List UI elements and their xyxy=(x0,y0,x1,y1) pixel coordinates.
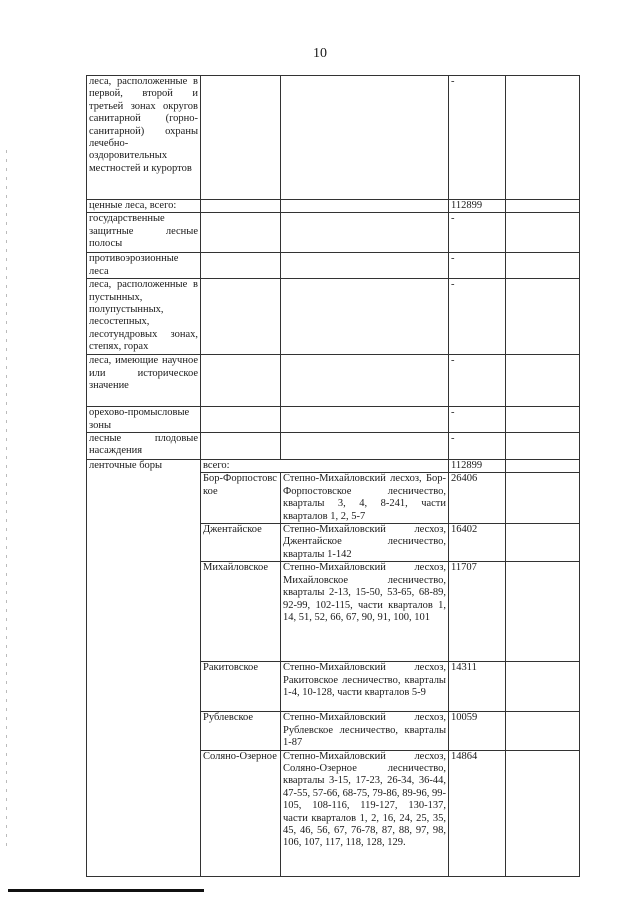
table-row xyxy=(87,76,580,200)
table-row xyxy=(87,460,580,473)
boreal-cell-c4: 11707 xyxy=(449,562,506,662)
boreal-cell-c4: 10059 xyxy=(449,712,506,750)
table-cell-c1: леса, расположенные в первой, второй и третьей зонах округов санитарной (горно-санитарной) охраны лечебно-оздоровительных местностей и курортов xyxy=(87,76,201,200)
boreal-cell-c3: Степно-Михайловский лесхоз, Михайловское лесничество, кварталы 2-13, 15-50, 53-65, 68-89, 92-99, 102-115, части кварталов 1, 14, 51, 52, 66, 67, 90, 91, 100, 101 xyxy=(281,562,449,662)
forest-table xyxy=(86,75,580,877)
table-cell-c2 xyxy=(201,253,281,279)
table-cell-c3 xyxy=(281,76,449,200)
table-cell-c4: - xyxy=(449,355,506,407)
scan-margin-mark xyxy=(6,150,7,850)
boreal-cell-c3: Степно-Михайловский лесхоз, Ракитовское лесничество, кварталы 1-4, 10-128, части кварталов 5-9 xyxy=(281,662,449,712)
table-cell-c4: - xyxy=(449,433,506,460)
boreal-cell-c5 xyxy=(506,750,580,876)
table-cell-c5 xyxy=(506,279,580,355)
table-cell-c1: лесные плодовые насаждения xyxy=(87,433,201,460)
table-cell-c5 xyxy=(506,200,580,213)
boreal-cell-c5 xyxy=(506,524,580,562)
table-cell-c5 xyxy=(506,407,580,433)
table-cell-c3 xyxy=(281,279,449,355)
table-cell-c2 xyxy=(201,433,281,460)
boreal-cell-c2: Ракитовское xyxy=(201,662,281,712)
table-cell-c5 xyxy=(506,355,580,407)
table-cell-c3 xyxy=(281,213,449,253)
boreal-cell-c5 xyxy=(506,712,580,750)
table-cell-c2 xyxy=(201,213,281,253)
table-cell-c2 xyxy=(201,76,281,200)
table-cell-c4: - xyxy=(449,253,506,279)
boreal-cell-c2: Бор-Форпостовское xyxy=(201,473,281,524)
table-cell-c3 xyxy=(281,200,449,213)
boreal-cell-c4: 14311 xyxy=(449,662,506,712)
boreal-cell-c2: Соляно-Озерное xyxy=(201,750,281,876)
footer-rule xyxy=(8,889,204,892)
boreal-cell-c4: 16402 xyxy=(449,524,506,562)
table-cell-c1: леса, имеющие научное или историческое значение xyxy=(87,355,201,407)
table-cell-c1: противоэрозионные леса xyxy=(87,253,201,279)
table-cell-c4: - xyxy=(449,213,506,253)
table-cell-c5 xyxy=(506,433,580,460)
page-number: 10 xyxy=(313,46,327,61)
table-cell-c3 xyxy=(281,355,449,407)
table-row xyxy=(87,407,580,433)
table-cell-c3 xyxy=(281,433,449,460)
table-row xyxy=(87,253,580,279)
table-row xyxy=(87,200,580,213)
table-cell-c2 xyxy=(201,279,281,355)
table-cell-c1: орехово-промысловые зоны xyxy=(87,407,201,433)
boreal-cell-c2: Рублевское xyxy=(201,712,281,750)
boreal-cell-c2: Михайловское xyxy=(201,562,281,662)
table-cell-c4: - xyxy=(449,279,506,355)
boreal-cell-c5 xyxy=(506,662,580,712)
table-cell-c4: 112899 xyxy=(449,200,506,213)
table-cell-c2 xyxy=(201,407,281,433)
table-cell-c5 xyxy=(506,460,580,473)
boreal-cell-c2: Джентайское xyxy=(201,524,281,562)
table-row xyxy=(87,355,580,407)
table-cell-c1: ценные леса, всего: xyxy=(87,200,201,213)
boreal-total-label: всего: xyxy=(201,460,449,473)
boreal-cell-c5 xyxy=(506,473,580,524)
table-cell-c3 xyxy=(281,253,449,279)
table-cell-c1: леса, расположенные в пустынных, полупустынных, лесостепных, лесотундровых зонах, степях, горах xyxy=(87,279,201,355)
table-row xyxy=(87,433,580,460)
table-cell-c2 xyxy=(201,200,281,213)
table-cell-c5 xyxy=(506,253,580,279)
table-row xyxy=(87,213,580,253)
boreal-cell-c5 xyxy=(506,562,580,662)
boreal-cell-c3: Степно-Михайловский лесхоз, Соляно-Озерное лесничество, кварталы 3-15, 17-23, 26-34, 36-44, 47-55, 57-66, 68-75, 79-86, 89-96, 99-105, 108-116, 119-127, 130-137, части кварталов 1, 2, 16, 24, 25, 35, 45, 46, 56, 67, 76-78, 87, 88, 97, 98, 106, 107, 117, 118, 128, 129. xyxy=(281,750,449,876)
boreal-cell-c3: Степно-Михайловский лесхоз, Джентайское лесничество, кварталы 1-142 xyxy=(281,524,449,562)
table-cell-c4: - xyxy=(449,76,506,200)
boreal-total-value: 112899 xyxy=(449,460,506,473)
boreal-cell-c4: 14864 xyxy=(449,750,506,876)
table-cell-c3 xyxy=(281,407,449,433)
boreal-cell-c4: 26406 xyxy=(449,473,506,524)
table-cell-c4: - xyxy=(449,407,506,433)
table-row xyxy=(87,279,580,355)
boreal-cell-c3: Степно-Михайловский лесхоз, Рублевское лесничество, кварталы 1-87 xyxy=(281,712,449,750)
boreal-cell-c3: Степно-Михайловский лесхоз, Бор-Форпостовское лесничество, кварталы 3, 4, 8-241, части кварталов 1, 2, 5-7 xyxy=(281,473,449,524)
table-cell-c1: государственные защитные лесные полосы xyxy=(87,213,201,253)
table-cell-c5 xyxy=(506,213,580,253)
table-cell-c2 xyxy=(201,355,281,407)
boreal-title-cell: ленточные боры xyxy=(87,460,201,876)
table-cell-c5 xyxy=(506,76,580,200)
